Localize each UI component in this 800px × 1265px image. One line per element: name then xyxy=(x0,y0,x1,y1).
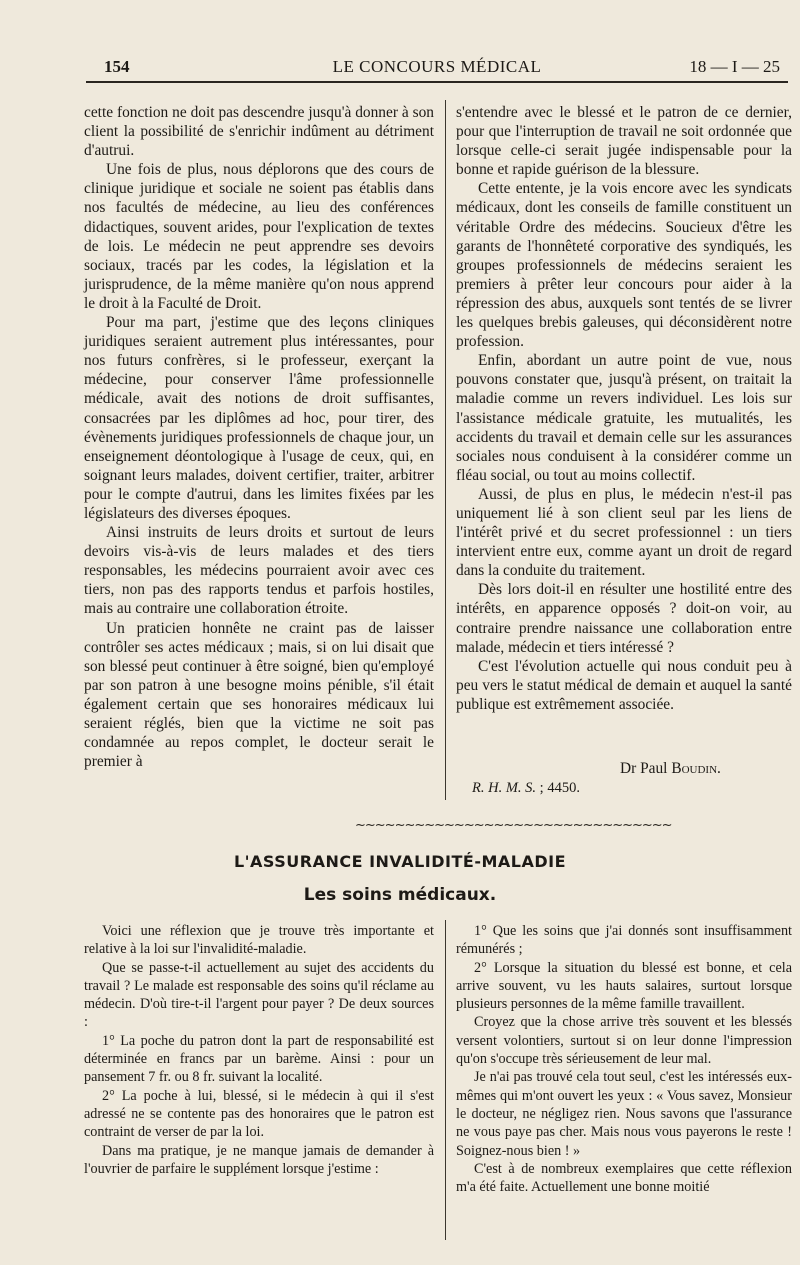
article2-left-column xyxy=(84,922,434,1178)
article2-subtitle: Les soins médicaux. xyxy=(303,885,497,905)
paragraph: Aussi, de plus en plus, le médecin n'est-il pas uniquement lié à son client seul par les liens de l'intérêt privé et du secret professionnel : un tiers intervient entre eux, comme ayant un droit de regard dans la conduite du traitement. xyxy=(456,485,792,580)
paragraph: C'est l'évolution actuelle qui nous conduit peu à peu vers le statut médical de demain et auquel la santé publique est extrêmement associée. xyxy=(456,657,792,713)
column-divider xyxy=(445,920,446,1240)
reference-number: ; 4450. xyxy=(539,780,580,796)
reference-label: R. H. M. S. xyxy=(472,780,537,796)
signature-prefix: Dr Paul xyxy=(620,760,668,777)
article2-title: L'ASSURANCE INVALIDITÉ-MALADIE xyxy=(233,852,567,871)
paragraph: 2° Lorsque la situation du blessé est bonne, et cela arrive souvent, vu les hauts salaires, surtout lorsque plusieurs personnes de la même famille travaillent. xyxy=(456,959,792,1013)
journal-title: LE CONCOURS MÉDICAL xyxy=(332,57,542,76)
paragraph: Croyez que la chose arrive très souvent et les blessés versent volontiers, surtout si on leur donne l'impression qu'on s'occupe très sérieusement de leur mal. xyxy=(456,1014,792,1068)
section-ornament: ~~~~~~~~~~~~~~~~~~~~~~~~~~~~~~~~ xyxy=(355,818,672,833)
paragraph: 2° La poche à lui, blessé, si le médecin à qui il s'est adressé ne se contente pas des honoraires que le patron est contraint de verser de par la loi. xyxy=(84,1087,434,1141)
paragraph: s'entendre avec le blessé et le patron de ce dernier, pour que l'interruption de travail ne soit ordonnée que lorsque celle-ci serait jugée indispensable pour la bonne et rapide guérison de la blessure. xyxy=(456,104,792,179)
paragraph: Enfin, abordant un autre point de vue, nous pouvons constater que, jusqu'à présent, on traitait la maladie comme un revers individuel. Les lois sur l'assistance médicale gratuite, les mutualités, les accidents du travail et demain celle sur les assurances sociales nous conduisent à la considérer comme un fléau social, ou tout au moins collectif. xyxy=(456,352,792,484)
signature-name: Boudin. xyxy=(671,760,721,777)
paragraph: Voici une réflexion que je trouve très importante et relative à la loi sur l'invalidité-maladie. xyxy=(84,923,434,958)
paragraph: 1° Que les soins que j'ai donnés sont insuffisamment rémunérés ; xyxy=(456,923,792,958)
paragraph: Dès lors doit-il en résulter une hostilité entre des intérêts, en apparence opposés ? doit-on voir, au contraire prendre naissance une collaboration entre malade, médecin et tiers intéressé ? xyxy=(456,581,792,656)
paragraph: Pour ma part, j'estime que des leçons cliniques juridiques seraient autrement plus intéressantes, pour nos futurs confrères, si le professeur, exerçant la médecine, pour conserver l'âme professionnelle médicale, avait des notions de droit suffisantes, consacrées par les diplômes ad hoc, pour tirer, des évènements juridiques professionnels de chaque jour, un enseignement déontologique à l'usage de ceux, qui, en soignant leurs malades, doivent certifier, traiter, arbitrer pour le compte d'autrui, dans les limites fixées par les législateurs des diverses époques. xyxy=(84,314,434,522)
column-divider xyxy=(445,100,446,800)
source-reference xyxy=(472,780,580,797)
paragraph: Dans ma pratique, je ne manque jamais de demander à l'ouvrier de parfaire le supplément lorsque j'estime : xyxy=(84,1142,434,1177)
paragraph: Je n'ai pas trouvé cela tout seul, c'est les intéressés eux-mêmes qui m'ont ouvert les yeux : « Vous savez, Monsieur le docteur, ne négligez rien. Nous savons que l'assurance ne vous paye pas cher. Mais nous vous payerons le reste ! Soignez-nous bien ! » xyxy=(456,1069,792,1159)
paragraph: Que se passe-t-il actuellement au sujet des accidents du travail ? Le malade est responsable des soins qu'il réclame au médecin. D'où tire-t-il l'argent pour payer ? De deux sources : xyxy=(84,959,434,1031)
paragraph: Cette entente, je la vois encore avec les syndicats médicaux, dont les conseils de famille constituent un véritable Ordre des médecins. Soucieux d'être les garants de l'honnêteté corporative des syndiqués, les groupes professionnels de médecins seraient les premiers à prêter leur concours pour aider à la répression des abus, auxquels sont tentés de se livrer les quelques brebis galeuses, qui déconsidèrent notre profession. xyxy=(456,180,792,351)
paragraph: 1° La poche du patron dont la part de responsabilité est déterminée en francs par un barème. Ainsi : pour un pansement 7 fr. ou 8 fr. suivant la localité. xyxy=(84,1032,434,1086)
article2-right-column xyxy=(456,922,792,1196)
issue-date: 18 — I — 25 xyxy=(689,57,780,76)
article1-right-column xyxy=(456,103,792,714)
paragraph: Ainsi instruits de leurs droits et surtout de leurs devoirs vis-à-vis de leurs malades et des tiers responsables, les médecins pourraient avoir avec ces tiers, non pas des rapports tendus et parfois hostiles, mais au contraire une collaboration étroite. xyxy=(84,524,434,618)
page-header xyxy=(86,55,788,83)
page-number: 154 xyxy=(104,57,130,76)
paragraph: C'est à de nombreux exemplaires que cette réflexion m'a été faite. Actuellement une bonne moitié xyxy=(456,1160,792,1196)
paragraph: Une fois de plus, nous déplorons que des cours de clinique juridique et sociale ne soient pas établis dans nos facultés de médecine, au lieu des conférences didactiques, souvent arides, pour l'explication de textes de lois. Le médecin ne peut apprendre ses devoirs sociaux, tracés par les codes, la législation et la jurisprudence, de la même manière qu'on nous apprend le droit à la Faculté de Droit. xyxy=(84,161,434,312)
paragraph: cette fonction ne doit pas descendre jusqu'à donner à son client la possibilité de s'enrichir indûment au détriment d'autrui. xyxy=(84,104,434,160)
paragraph: Un praticien honnête ne craint pas de laisser contrôler ses actes médicaux ; mais, si on lui disait que son blessé peut continuer à être soigné, bien qu'employé par son patron à une besogne moins pénible, s'il était également certain que ses honoraires médicaux lui seraient réglés, bien que la victime ne soit pas condamnée au repos complet, le docteur serait le premier à xyxy=(84,619,434,771)
author-signature xyxy=(620,760,721,778)
article1-left-column xyxy=(84,103,434,771)
